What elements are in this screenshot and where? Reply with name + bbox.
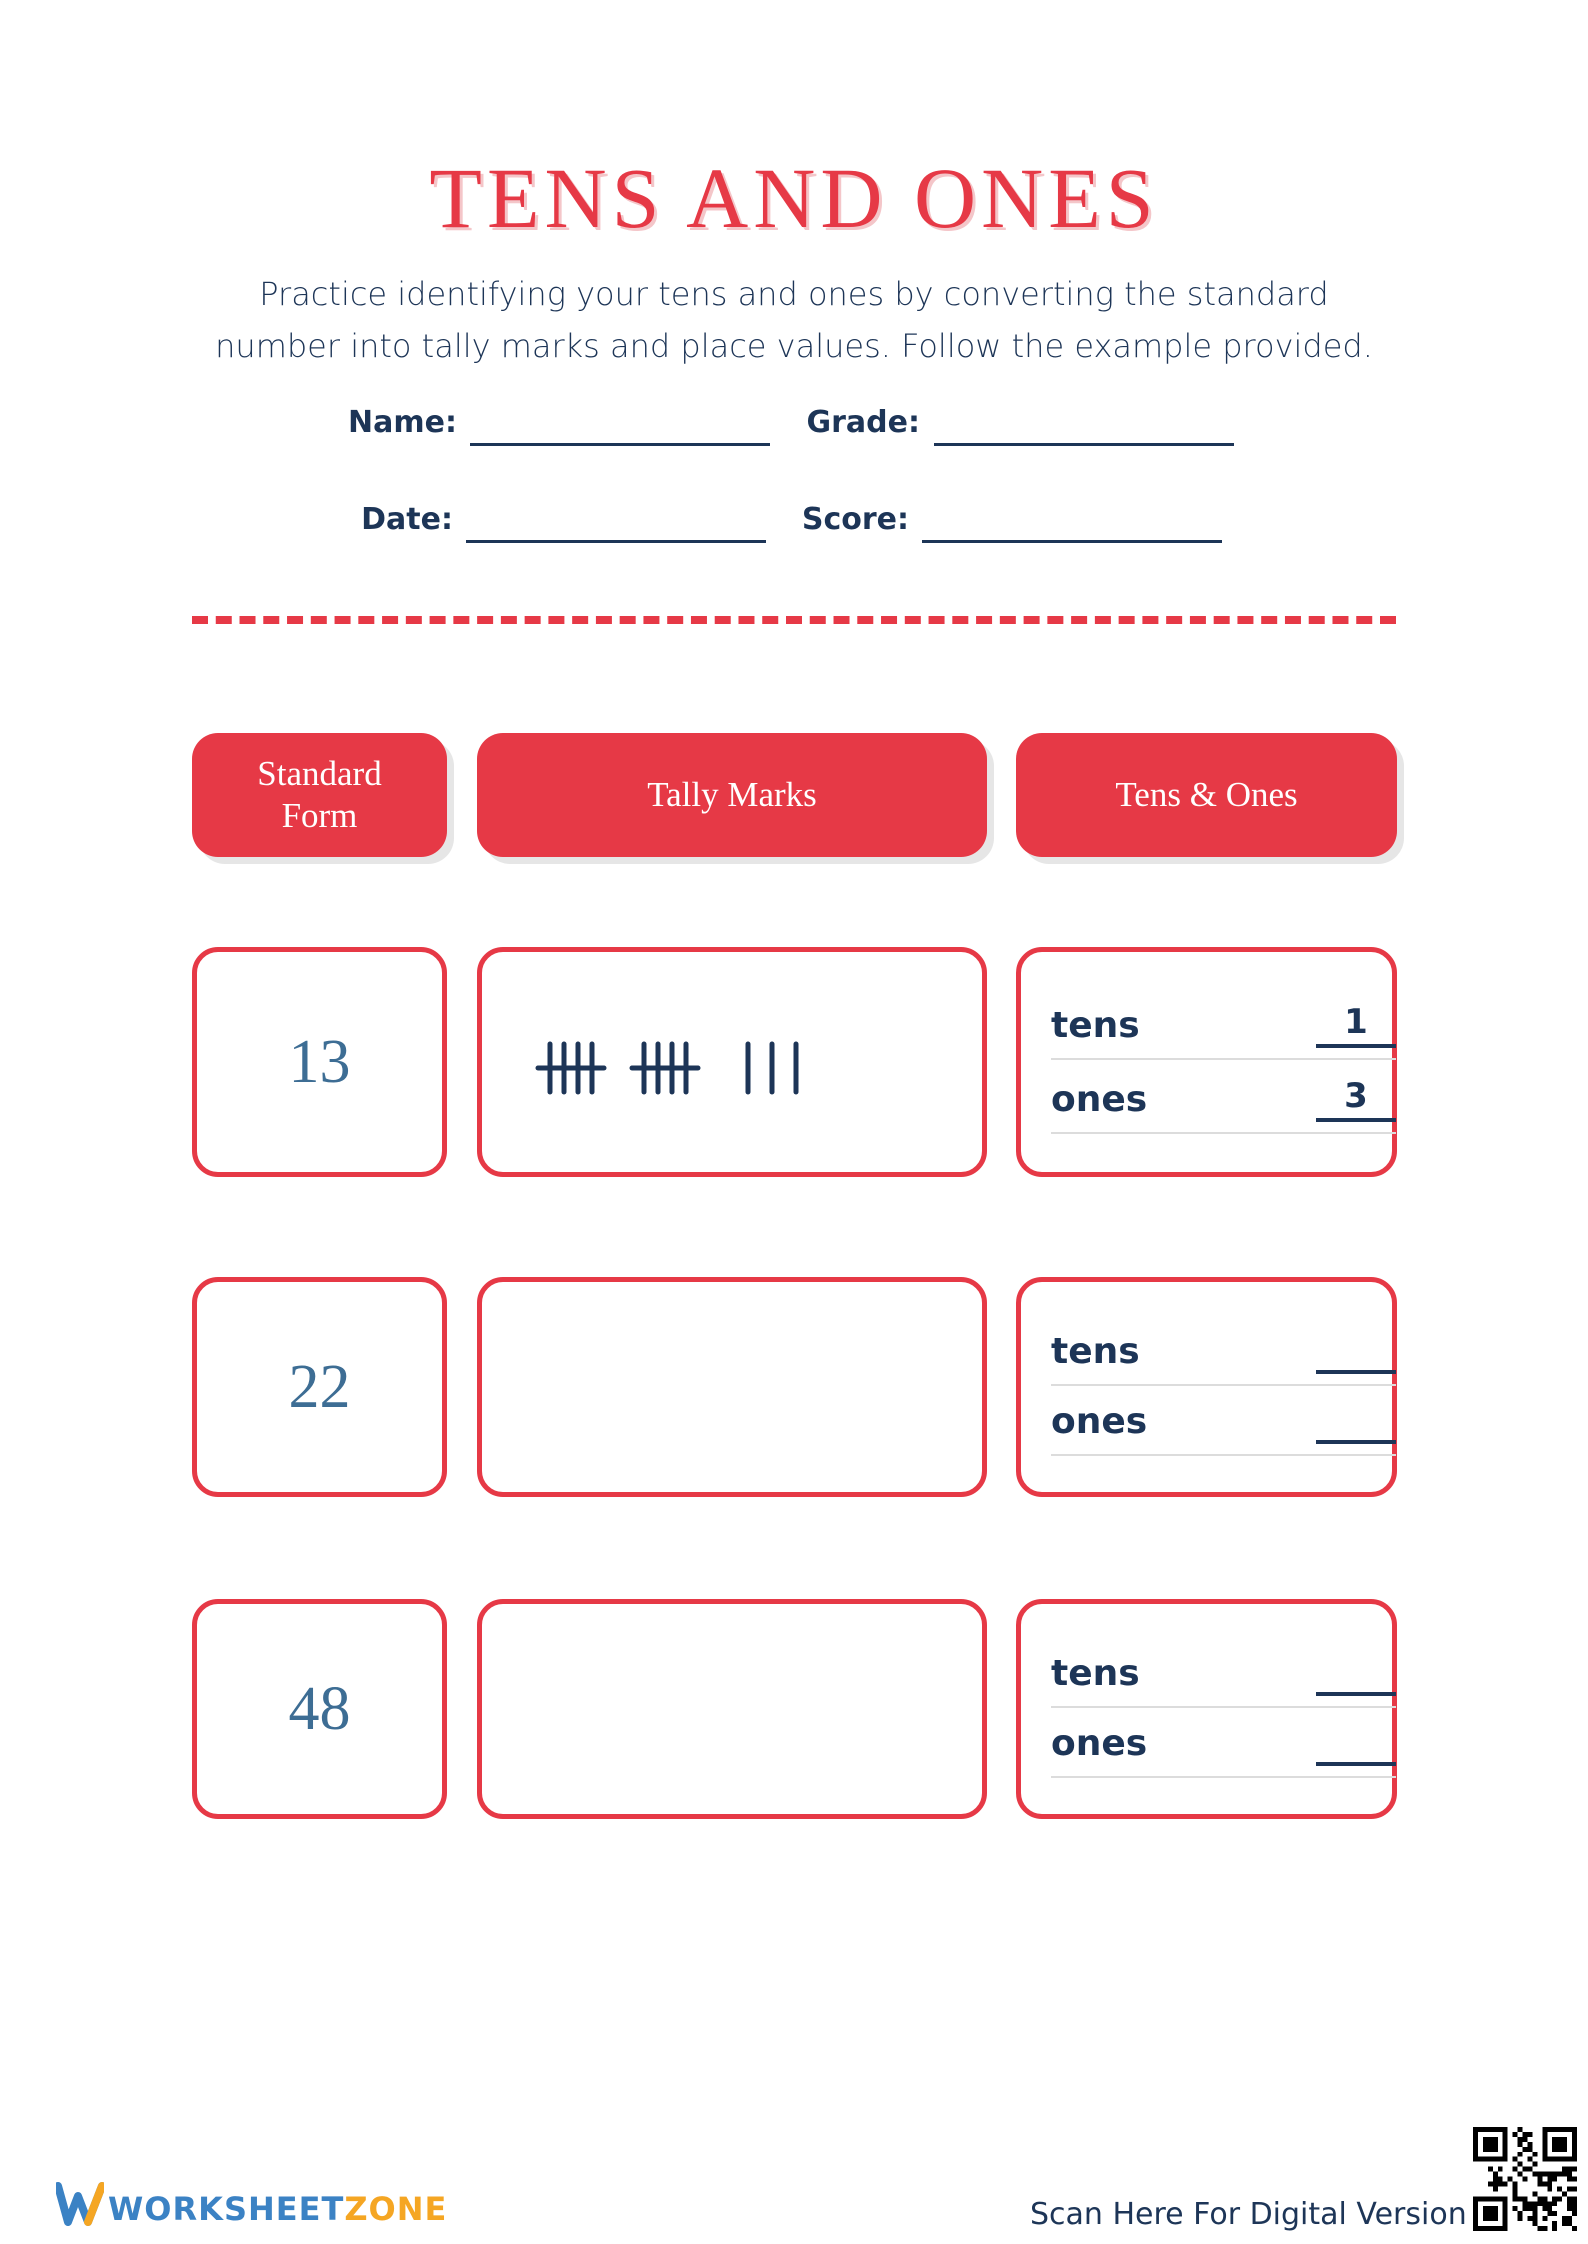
brand-part-1: WORKSHEET [108, 2190, 345, 2228]
ones-row [1051, 1723, 1396, 1778]
header-tens-ones: Tens & Ones [1016, 733, 1397, 857]
instructions-line-2: number into tally marks and place values. Follow the example provided. [215, 327, 1373, 365]
ones-answer[interactable] [1316, 1396, 1396, 1444]
tally-marks-svg [482, 952, 982, 1172]
ones-label: ones [1051, 1401, 1148, 1442]
header-standard-form [192, 733, 447, 857]
ones-label: ones [1051, 1079, 1148, 1120]
worksheet-title: TENS AND ONES [429, 150, 1159, 246]
instructions [150, 268, 1438, 372]
header-standard-line-2: Form [281, 796, 358, 835]
tens-answer[interactable] [1316, 1326, 1396, 1374]
name-label: Name: [348, 405, 457, 440]
standard-form-cell: 48 [192, 1599, 447, 1819]
ones-answer[interactable]: 3 [1316, 1074, 1396, 1122]
header-standard-line-1: Standard [257, 754, 382, 793]
grade-field[interactable] [934, 443, 1234, 446]
ones-answer[interactable] [1316, 1718, 1396, 1766]
tens-row [1051, 1331, 1396, 1386]
tens-answer[interactable]: 1 [1316, 1000, 1396, 1048]
date-label: Date: [361, 502, 453, 537]
tens-ones-cell [1016, 1599, 1397, 1819]
score-field[interactable] [922, 540, 1222, 543]
grade-label: Grade: [806, 405, 920, 440]
tens-label: tens [1051, 1653, 1140, 1694]
tens-label: tens [1051, 1331, 1140, 1372]
tally-marks-cell[interactable] [477, 1277, 987, 1497]
tens-row [1051, 1002, 1396, 1060]
qr-code-icon[interactable] [1473, 2127, 1577, 2231]
tens-row [1051, 1653, 1396, 1708]
standard-form-cell: 22 [192, 1277, 447, 1497]
tens-ones-cell [1016, 1277, 1397, 1497]
tens-ones-cell [1016, 947, 1397, 1177]
ones-row [1051, 1076, 1396, 1134]
header-tally-marks: Tally Marks [477, 733, 987, 857]
name-field[interactable] [470, 443, 770, 446]
tens-label: tens [1051, 1005, 1140, 1046]
date-field[interactable] [466, 540, 766, 543]
tens-answer[interactable] [1316, 1648, 1396, 1696]
tally-marks-cell[interactable] [477, 947, 987, 1177]
dashed-divider [192, 616, 1396, 624]
worksheetzone-logo-icon [56, 2182, 104, 2226]
ones-row [1051, 1401, 1396, 1456]
brand-part-2: ZONE [344, 2190, 448, 2228]
worksheetzone-logo[interactable] [108, 2190, 447, 2228]
tally-marks-cell[interactable] [477, 1599, 987, 1819]
score-label: Score: [801, 502, 909, 537]
ones-label: ones [1051, 1723, 1148, 1764]
scan-text: Scan Here For Digital Version [1030, 2197, 1467, 2232]
instructions-line-1: Practice identifying your tens and ones by converting the standard [259, 275, 1329, 313]
standard-form-cell: 13 [192, 947, 447, 1177]
